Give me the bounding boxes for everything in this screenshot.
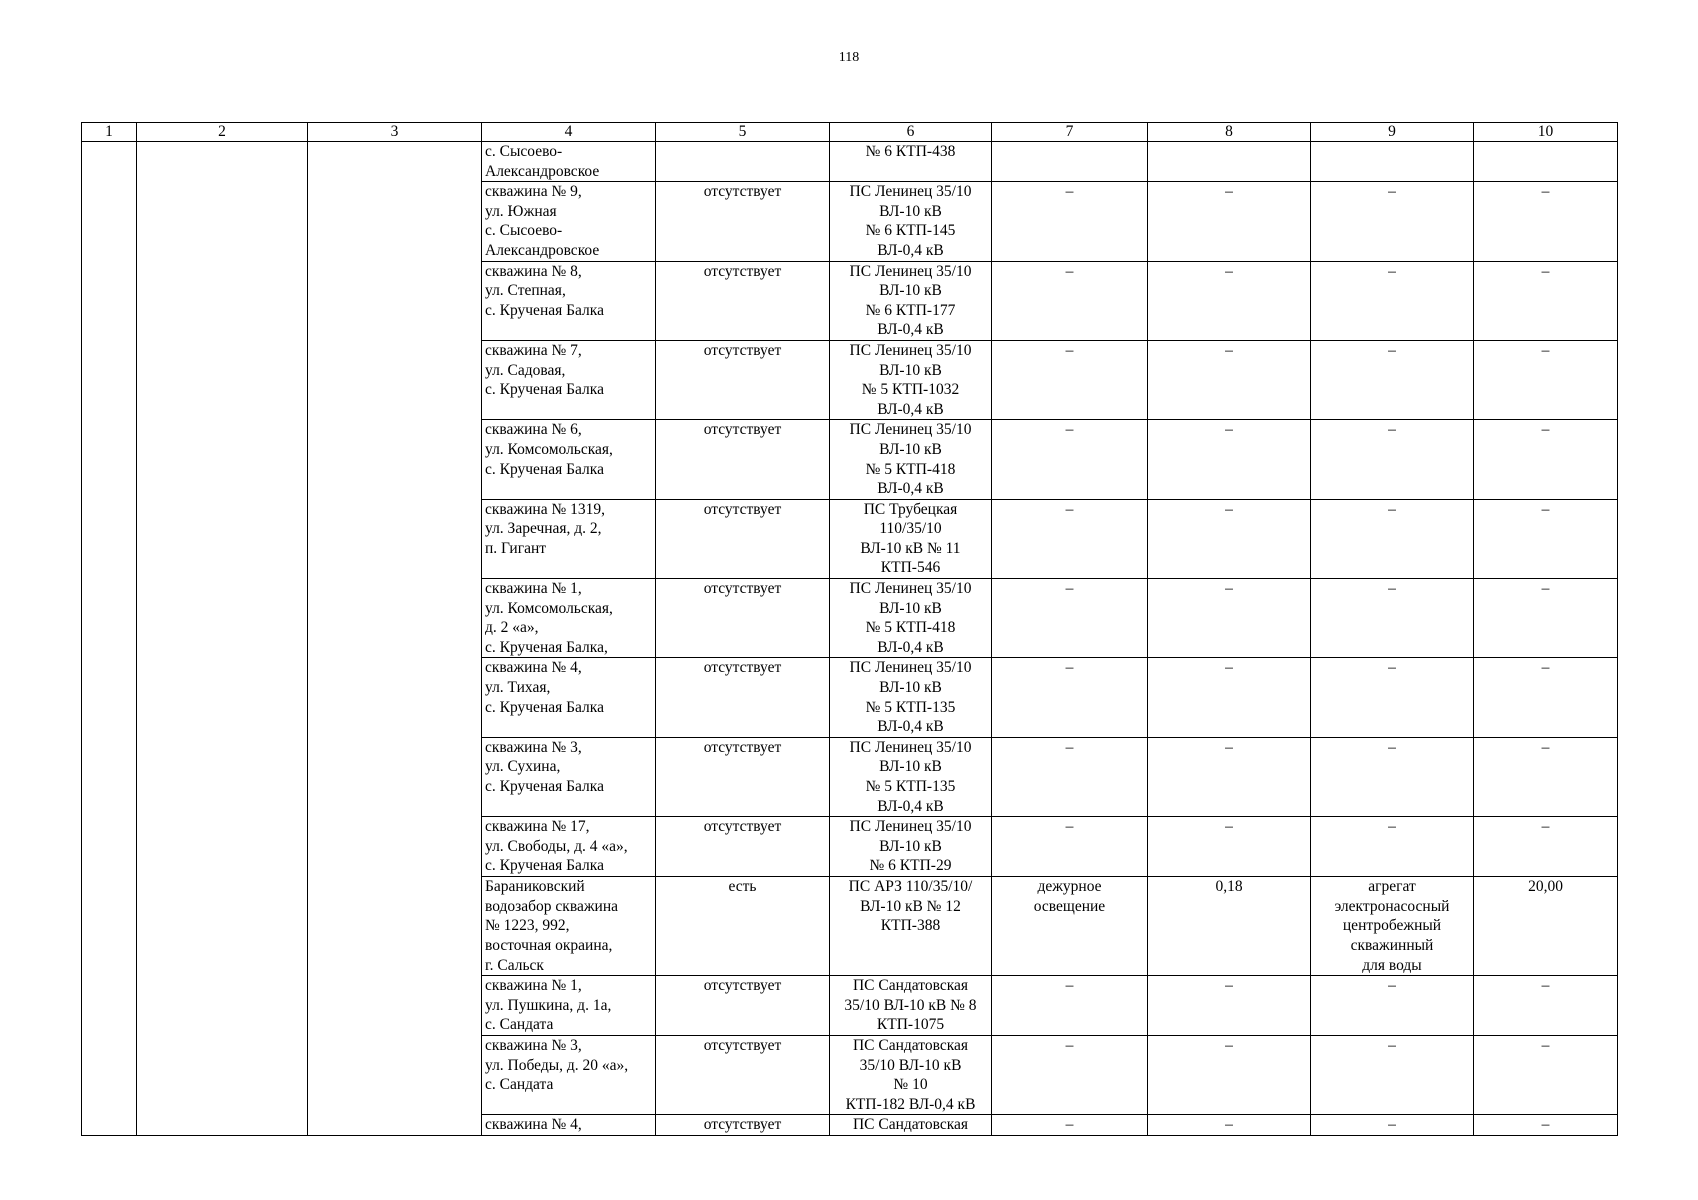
- power-supply-source: ПС Ленинец 35/10 ВЛ-10 кВ № 5 КТП-135 ВЛ-0,4 кВ: [849, 659, 972, 736]
- equipment-type: –: [1388, 580, 1396, 598]
- table-header: [82, 123, 1618, 142]
- column-header: 4: [482, 123, 656, 142]
- equipment-type: агрегат электронасосный центробежный скважинный для воды: [1334, 878, 1450, 974]
- equipment-type: –: [1388, 183, 1396, 201]
- consumer-type: –: [1065, 818, 1074, 836]
- column-header: 10: [1474, 123, 1618, 142]
- backup-power-status: отсутствует: [703, 500, 782, 518]
- equipment-type: –: [1388, 738, 1396, 756]
- consumer-type: дежурное освещение: [1033, 878, 1106, 915]
- power-value: 0,18: [1215, 878, 1243, 896]
- backup-power-status: отсутствует: [703, 1036, 782, 1054]
- equipment-power-value: –: [1541, 818, 1550, 836]
- power-value: –: [1225, 341, 1233, 359]
- backup-power-status: отсутствует: [703, 738, 782, 756]
- power-supply-source: ПС Сандатовская 35/10 ВЛ-10 кВ № 10 КТП-182 ВЛ-0,4 кВ: [845, 1036, 976, 1113]
- column-header: 7: [992, 123, 1148, 142]
- equipment-type: –: [1388, 421, 1396, 439]
- consumer-type: –: [1065, 262, 1074, 280]
- consumer-type: –: [1065, 183, 1074, 201]
- facility-location: скважина № 6, ул. Комсомольская, с. Крученая Балка: [485, 421, 613, 478]
- power-supply-source: ПС Ленинец 35/10 ВЛ-10 кВ № 5 КТП-135 ВЛ-0,4 кВ: [849, 738, 972, 815]
- power-value: –: [1225, 1036, 1233, 1054]
- column-header: 5: [656, 123, 830, 142]
- column-header: 6: [830, 123, 992, 142]
- consumer-type: –: [1065, 738, 1074, 756]
- equipment-power-value: –: [1541, 1036, 1550, 1054]
- page-number: 118: [838, 50, 860, 65]
- equipment-power-value: –: [1541, 580, 1550, 598]
- power-value: –: [1225, 183, 1233, 201]
- equipment-type: –: [1388, 1036, 1396, 1054]
- column-header: 2: [137, 123, 308, 142]
- consumer-type: –: [1065, 421, 1074, 439]
- equipment-power-value: –: [1541, 341, 1550, 359]
- power-supply-source: ПС Ленинец 35/10 ВЛ-10 кВ № 5 КТП-418 ВЛ-0,4 кВ: [849, 580, 972, 656]
- header-row: [82, 123, 1618, 142]
- power-value: –: [1225, 262, 1233, 280]
- backup-power-status: отсутствует: [703, 977, 782, 995]
- power-value: –: [1225, 500, 1233, 518]
- equipment-power-value: –: [1541, 500, 1550, 518]
- equipment-type: –: [1388, 977, 1396, 995]
- facility-location: скважина № 1, ул. Пушкина, д. 1а, с. Сандата: [485, 977, 612, 1034]
- equipment-power-value: –: [1541, 421, 1550, 439]
- equipment-power-value: –: [1541, 738, 1550, 756]
- equipment-power-value: –: [1541, 183, 1550, 201]
- backup-power-status: отсутствует: [703, 183, 782, 201]
- column-header: 9: [1311, 123, 1474, 142]
- consumer-type: –: [1065, 500, 1074, 518]
- equipment-power-value: –: [1541, 1116, 1550, 1134]
- facility-location: скважина № 4, ул. Тихая, с. Крученая Балка: [485, 659, 604, 716]
- column-header: 8: [1148, 123, 1311, 142]
- merged-cell-col2: [137, 142, 308, 1136]
- power-value: –: [1225, 421, 1233, 439]
- power-value: –: [1225, 1116, 1233, 1134]
- facility-location: скважина № 17, ул. Свободы, д. 4 «а», с. Крученая Балка: [485, 818, 628, 875]
- facility-location: с. Сысоево- Александровское: [485, 143, 600, 180]
- equipment-type: –: [1388, 659, 1396, 677]
- backup-power-status: отсутствует: [703, 1116, 782, 1134]
- power-supply-source: ПС Сандатовская 35/10 ВЛ-10 кВ № 8 КТП-1075: [844, 977, 977, 1034]
- power-supply-source: ПС АРЗ 110/35/10/ ВЛ-10 кВ № 12 КТП-388: [848, 878, 973, 935]
- merged-cell-col1: [82, 142, 137, 1136]
- facility-location: скважина № 8, ул. Степная, с. Крученая Балка: [485, 262, 604, 319]
- equipment-type: –: [1388, 1116, 1396, 1134]
- consumer-type: –: [1065, 341, 1074, 359]
- power-value: –: [1225, 977, 1233, 995]
- facility-location: скважина № 7, ул. Садовая, с. Крученая Балка: [485, 341, 604, 399]
- column-header: 3: [308, 123, 482, 142]
- power-value: –: [1225, 738, 1233, 756]
- equipment-power-value: 20,00: [1528, 878, 1563, 896]
- equipment-type: –: [1388, 818, 1396, 836]
- table-row: [82, 142, 1618, 182]
- facility-location: скважина № 4,: [485, 1116, 582, 1134]
- consumer-type: –: [1065, 659, 1074, 677]
- backup-power-status: отсутствует: [703, 262, 782, 280]
- consumer-type: –: [1065, 1116, 1074, 1134]
- power-supply-source: ПС Ленинец 35/10 ВЛ-10 кВ № 6 КТП-145 ВЛ-0,4 кВ: [849, 183, 972, 259]
- power-value: –: [1225, 659, 1233, 677]
- equipment-type: –: [1388, 341, 1396, 359]
- facility-location: скважина № 1319, ул. Заречная, д. 2, п. Гигант: [485, 500, 605, 557]
- backup-power-status: отсутствует: [703, 659, 782, 677]
- power-supply-source: ПС Ленинец 35/10 ВЛ-10 кВ № 5 КТП-1032 ВЛ-0,4 кВ: [849, 341, 972, 418]
- power-supply-source: ПС Ленинец 35/10 ВЛ-10 кВ № 6 КТП-29: [849, 818, 972, 875]
- merged-cell-col3: [308, 142, 482, 1136]
- equipment-power-value: –: [1541, 977, 1550, 995]
- equipment-type: –: [1388, 262, 1396, 280]
- data-table: [81, 122, 1618, 1136]
- facility-location: скважина № 1, ул. Комсомольская, д. 2 «а», с. Крученая Балка,: [485, 580, 613, 656]
- equipment-type: –: [1388, 500, 1396, 518]
- backup-power-status: есть: [728, 878, 757, 896]
- backup-power-status: отсутствует: [703, 580, 782, 598]
- backup-power-status: отсутствует: [703, 818, 782, 836]
- facility-location: скважина № 3, ул. Победы, д. 20 «а», с. Сандата: [485, 1036, 629, 1094]
- column-header: 1: [82, 123, 137, 142]
- power-supply-source: ПС Трубецкая 110/35/10 ВЛ-10 кВ № 11 КТП-546: [860, 500, 961, 577]
- consumer-type: –: [1065, 580, 1074, 598]
- consumer-type: –: [1065, 1036, 1074, 1054]
- backup-power-status: отсутствует: [703, 341, 782, 359]
- consumer-type: –: [1065, 977, 1074, 995]
- table-body: [82, 142, 1618, 1136]
- equipment-power-value: –: [1541, 262, 1550, 280]
- power-supply-source: ПС Ленинец 35/10 ВЛ-10 кВ № 5 КТП-418 ВЛ-0,4 кВ: [849, 421, 972, 498]
- facility-location: скважина № 9, ул. Южная с. Сысоево- Александровское: [485, 183, 600, 259]
- equipment-power-value: –: [1541, 659, 1550, 677]
- facility-location: скважина № 3, ул. Сухина, с. Крученая Балка: [485, 738, 604, 795]
- power-supply-source: ПС Сандатовская: [852, 1116, 969, 1134]
- power-value: –: [1225, 818, 1233, 836]
- power-supply-source: ПС Ленинец 35/10 ВЛ-10 кВ № 6 КТП-177 ВЛ-0,4 кВ: [849, 262, 972, 339]
- power-supply-source: № 6 КТП-438: [865, 143, 956, 160]
- power-value: –: [1225, 580, 1233, 598]
- backup-power-status: отсутствует: [703, 421, 782, 439]
- facility-location: Бараниковский водозабор скважина № 1223, 992, восточная окраина, г. Сальск: [485, 878, 618, 974]
